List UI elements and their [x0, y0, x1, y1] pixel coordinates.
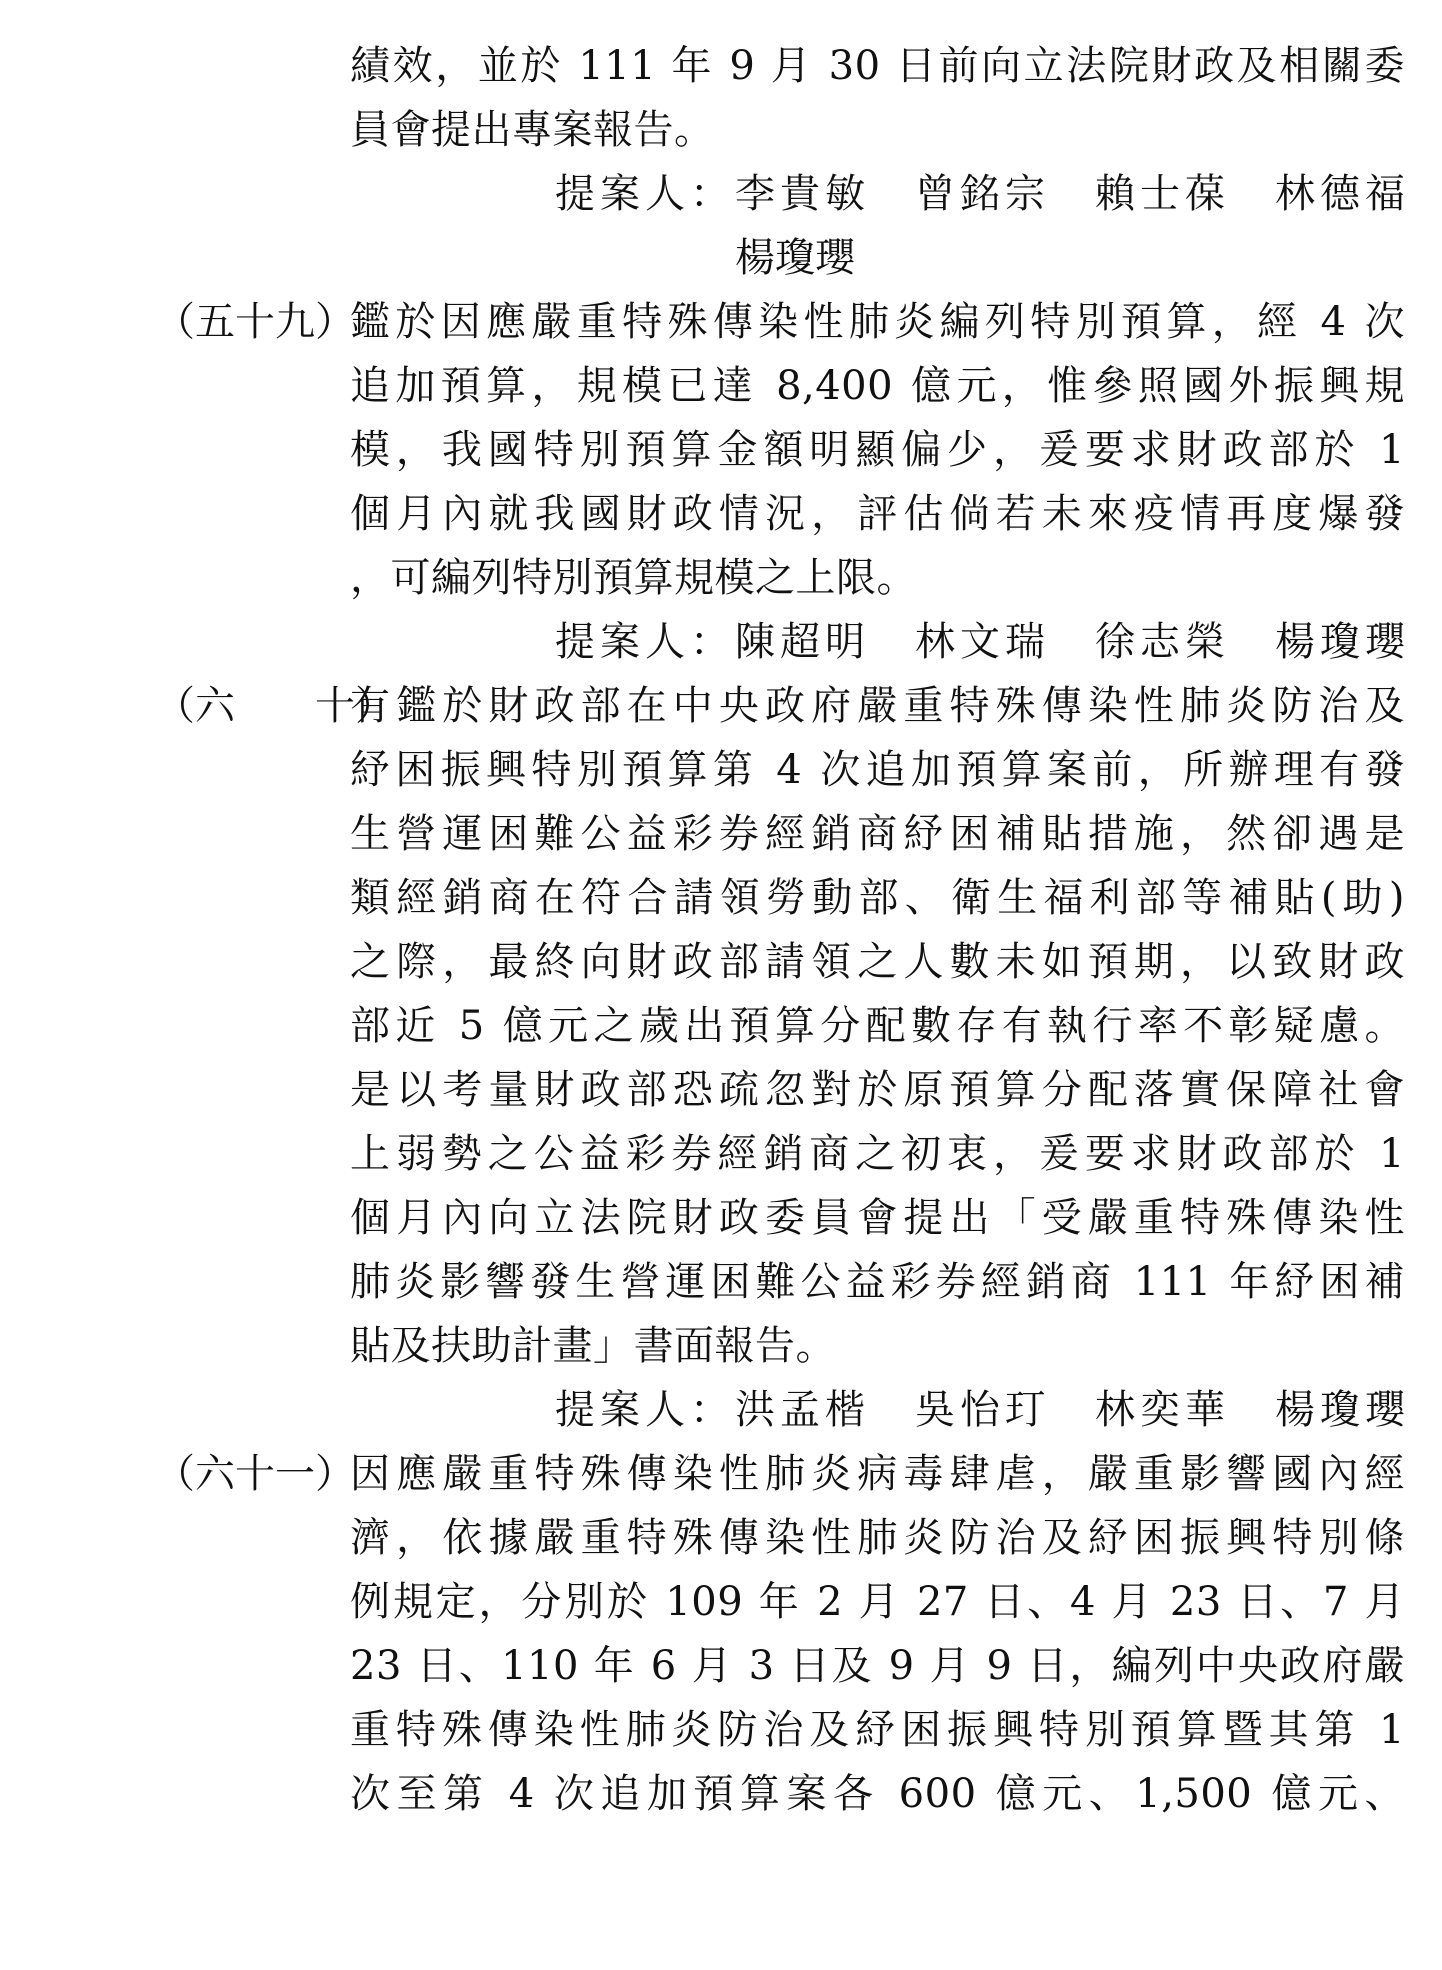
paragraph-line: 因應嚴重特殊傳染性肺炎病毒肆虐，嚴重影響國內經	[350, 1451, 1405, 1497]
item-label-59: （五十九）	[155, 299, 355, 345]
paragraph-line: 有鑑於財政部在中央政府嚴重特殊傳染性肺炎防治及	[350, 683, 1405, 729]
paragraph-line: 貼及扶助計畫」書面報告。	[350, 1323, 836, 1369]
paragraph-line: 鑑於因應嚴重特殊傳染性肺炎編列特別預算，經 4 次	[350, 299, 1405, 345]
proposer-line: 提案人：李貴敏 曾銘宗 賴士葆 林德福	[555, 171, 1405, 217]
paragraph-line: 23 日、110 年 6 月 3 日及 9 月 9 日，編列中央政府嚴	[350, 1643, 1405, 1689]
paragraph-line: 濟，依據嚴重特殊傳染性肺炎防治及紓困振興特別條	[350, 1515, 1405, 1561]
paragraph-line: 肺炎影響發生營運困難公益彩券經銷商 111 年紓困補	[350, 1259, 1405, 1305]
paragraph-line: 之際，最終向財政部請領之人數未如預期，以致財政	[350, 939, 1405, 985]
proposer-line-continued: 楊瓊瓔	[735, 235, 855, 281]
paragraph-line: 績效，並於 111 年 9 月 30 日前向立法院財政及相關委	[350, 43, 1405, 89]
paragraph-line: 紓困振興特別預算第 4 次追加預算案前，所辦理有發	[350, 747, 1405, 793]
paragraph-line: 生營運困難公益彩券經銷商紓困補貼措施，然卻遇是	[350, 811, 1405, 857]
paragraph-line: 個月內就我國財政情況，評估倘若未來疫情再度爆發	[350, 491, 1405, 537]
paragraph-line: 員會提出專案報告。	[350, 107, 715, 153]
paragraph-line: ，可編列特別預算規模之上限。	[350, 555, 917, 601]
paragraph-line: 類經銷商在符合請領勞動部、衛生福利部等補貼(助)	[350, 875, 1405, 921]
paragraph-line: 上弱勢之公益彩券經銷商之初衷，爰要求財政部於 1	[350, 1131, 1405, 1177]
paragraph-line: 模，我國特別預算金額明顯偏少，爰要求財政部於 1	[350, 427, 1405, 473]
item-label-61: （六十一）	[155, 1451, 355, 1497]
paragraph-line: 重特殊傳染性肺炎防治及紓困振興特別預算暨其第 1	[350, 1707, 1405, 1753]
paragraph-line: 追加預算，規模已達 8,400 億元，惟參照國外振興規	[350, 363, 1405, 409]
item-label-60: （六 十）	[155, 683, 395, 729]
paragraph-line: 是以考量財政部恐疏忽對於原預算分配落實保障社會	[350, 1067, 1405, 1113]
paragraph-line: 例規定，分別於 109 年 2 月 27 日、4 月 23 日、7 月	[350, 1579, 1405, 1625]
paragraph-line: 次至第 4 次追加預算案各 600 億元、1,500 億元、	[350, 1771, 1405, 1817]
proposer-line: 提案人：洪孟楷 吳怡玎 林奕華 楊瓊瓔	[555, 1387, 1405, 1433]
paragraph-line: 部近 5 億元之歲出預算分配數存有執行率不彰疑慮。	[350, 1003, 1405, 1049]
proposer-line: 提案人：陳超明 林文瑞 徐志榮 楊瓊瓔	[555, 619, 1405, 665]
paragraph-line: 個月內向立法院財政委員會提出「受嚴重特殊傳染性	[350, 1195, 1405, 1241]
